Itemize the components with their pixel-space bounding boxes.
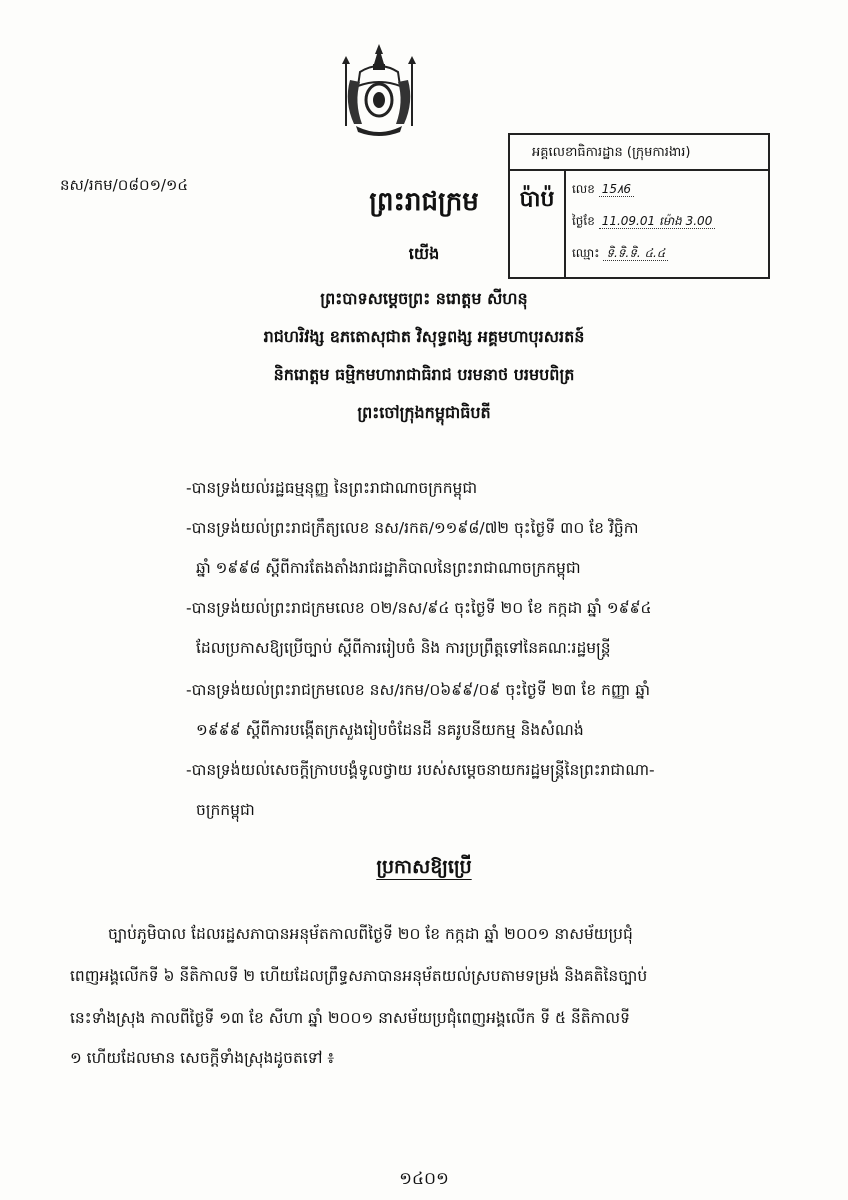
stamp-row-number-value: 15٨6 — [599, 182, 634, 197]
stamp-row-recipient-value: ទិ.ទិ.ទិ. ៤.៤ — [603, 246, 668, 261]
reference-4-line-2: ១៩៩៩ ស្តីពីការបង្កើតក្រសួងរៀបចំដែនដី នគរូបនីយកម្ម និងសំណង់ — [196, 721, 584, 739]
body-line-2: ពេញអង្គលើកទី ៦ នីតិកាលទី ២ ហើយដែលព្រឹទ្ធសភាបានអនុម័តយល់ស្របតាមទម្រង់ និងគតិនៃច្បាប់ — [70, 967, 648, 985]
king-title-line-4: ព្រះចៅក្រុងកម្ពុជាធិបតី — [357, 403, 491, 422]
reference-3-line-1: -បានទ្រង់យល់ព្រះរាជក្រមលេខ ០២/នស/៩៤ ចុះថ្ងៃទី ២០ ខែ កក្កដា ឆ្នាំ ១៩៩៤ — [186, 599, 652, 617]
royal-coat-of-arms-icon — [340, 42, 418, 138]
king-title-line-1: ព្រះបាទសម្តេចព្រះ នរោត្តម សីហនុ — [320, 289, 528, 308]
promulgate-heading: ប្រកាសឱ្យប្រើ — [376, 856, 472, 878]
body-line-1: ច្បាប់ភូមិបាល ដែលរដ្ឋសភាបានអនុម័តកាលពីថ្ងៃទី ២០ ខែ កក្កដា ឆ្នាំ ២០០១ នាសម័យប្រជុំ — [108, 925, 633, 943]
reference-2-line-1: -បានទ្រង់យល់ព្រះរាជក្រឹត្យលេខ នស/រកត/១១៩៨/៧២ ចុះថ្ងៃទី ៣០ ខែ វិច្ឆិកា — [186, 519, 639, 537]
reference-4-line-1: -បានទ្រង់យល់ព្រះរាជក្រមលេខ នស/រកម/០៦៩៩/០៩ ចុះថ្ងៃទី ២៣ ខែ កញ្ញា ឆ្នាំ — [186, 681, 650, 699]
stamp-row-date-value: 11.09.01 ម៉ោង 3.00 — [599, 214, 716, 229]
king-title-line-2: រាជហរិវង្ស ឧភតោសុជាត វិសុទ្ធពង្ស អគ្គមហាបុរសរតន៍ — [263, 327, 585, 346]
reference-1-line-1: -បានទ្រង់យល់រដ្ឋធម្មនុញ្ញ នៃព្រះរាជាណាចក្រកម្ពុជា — [186, 479, 478, 497]
reference-5-line-2: ចក្រកម្ពុជា — [196, 801, 255, 819]
stamp-row-recipient-label: ឈ្មោះ — [572, 246, 600, 260]
we-heading: យើង — [408, 244, 440, 263]
reference-5-line-1: -បានទ្រង់យល់សេចក្តីក្រាបបង្គំទូលថ្វាយ របស់សម្តេចនាយករដ្ឋមន្ត្រីនៃព្រះរាជាណា- — [186, 761, 655, 779]
stamp-left-label: ប៉ាប៉ — [510, 171, 566, 277]
stamp-row-number-label: លេខ — [572, 182, 595, 196]
document-title: ព្រះរាជក្រម — [369, 187, 479, 217]
body-line-3: នេះទាំងស្រុង កាលពីថ្ងៃទី ១៣ ខែ សីហា ឆ្នាំ ២០០១ នាសម័យប្រជុំពេញអង្គលើក ទី ៥ នីតិកាលទី — [70, 1009, 630, 1027]
reference-2-line-2: ឆ្នាំ ១៩៩៨ ស្តីពីការតែងតាំងរាជរដ្ឋាភិបាលនៃព្រះរាជាណាចក្រកម្ពុជា — [196, 559, 581, 577]
page-number: ១៤០១ — [399, 1169, 449, 1189]
reference-3-line-2: ដែលប្រកាសឱ្យប្រើច្បាប់ ស្តីពីការរៀបចំ និង ការប្រព្រឹត្តទៅនៃគណៈរដ្ឋមន្ត្រី — [196, 639, 611, 657]
stamp-row-date-label: ថ្ងៃខែ — [572, 214, 595, 228]
body-line-4: ១ ហើយដែលមាន សេចក្តីទាំងស្រុងដូចតទៅ ៖ — [70, 1049, 335, 1067]
document-number: នស/រកម/០៨០១/១៤ — [60, 176, 188, 194]
stamp-header: អគ្គលេខាធិការដ្ឋាន (ក្រុមការងារ) — [510, 135, 768, 171]
king-title-line-3: និករោត្តម ធម្មិកមហារាជាធិរាជ បរមនាថ បរមបពិត្រ — [273, 365, 575, 384]
